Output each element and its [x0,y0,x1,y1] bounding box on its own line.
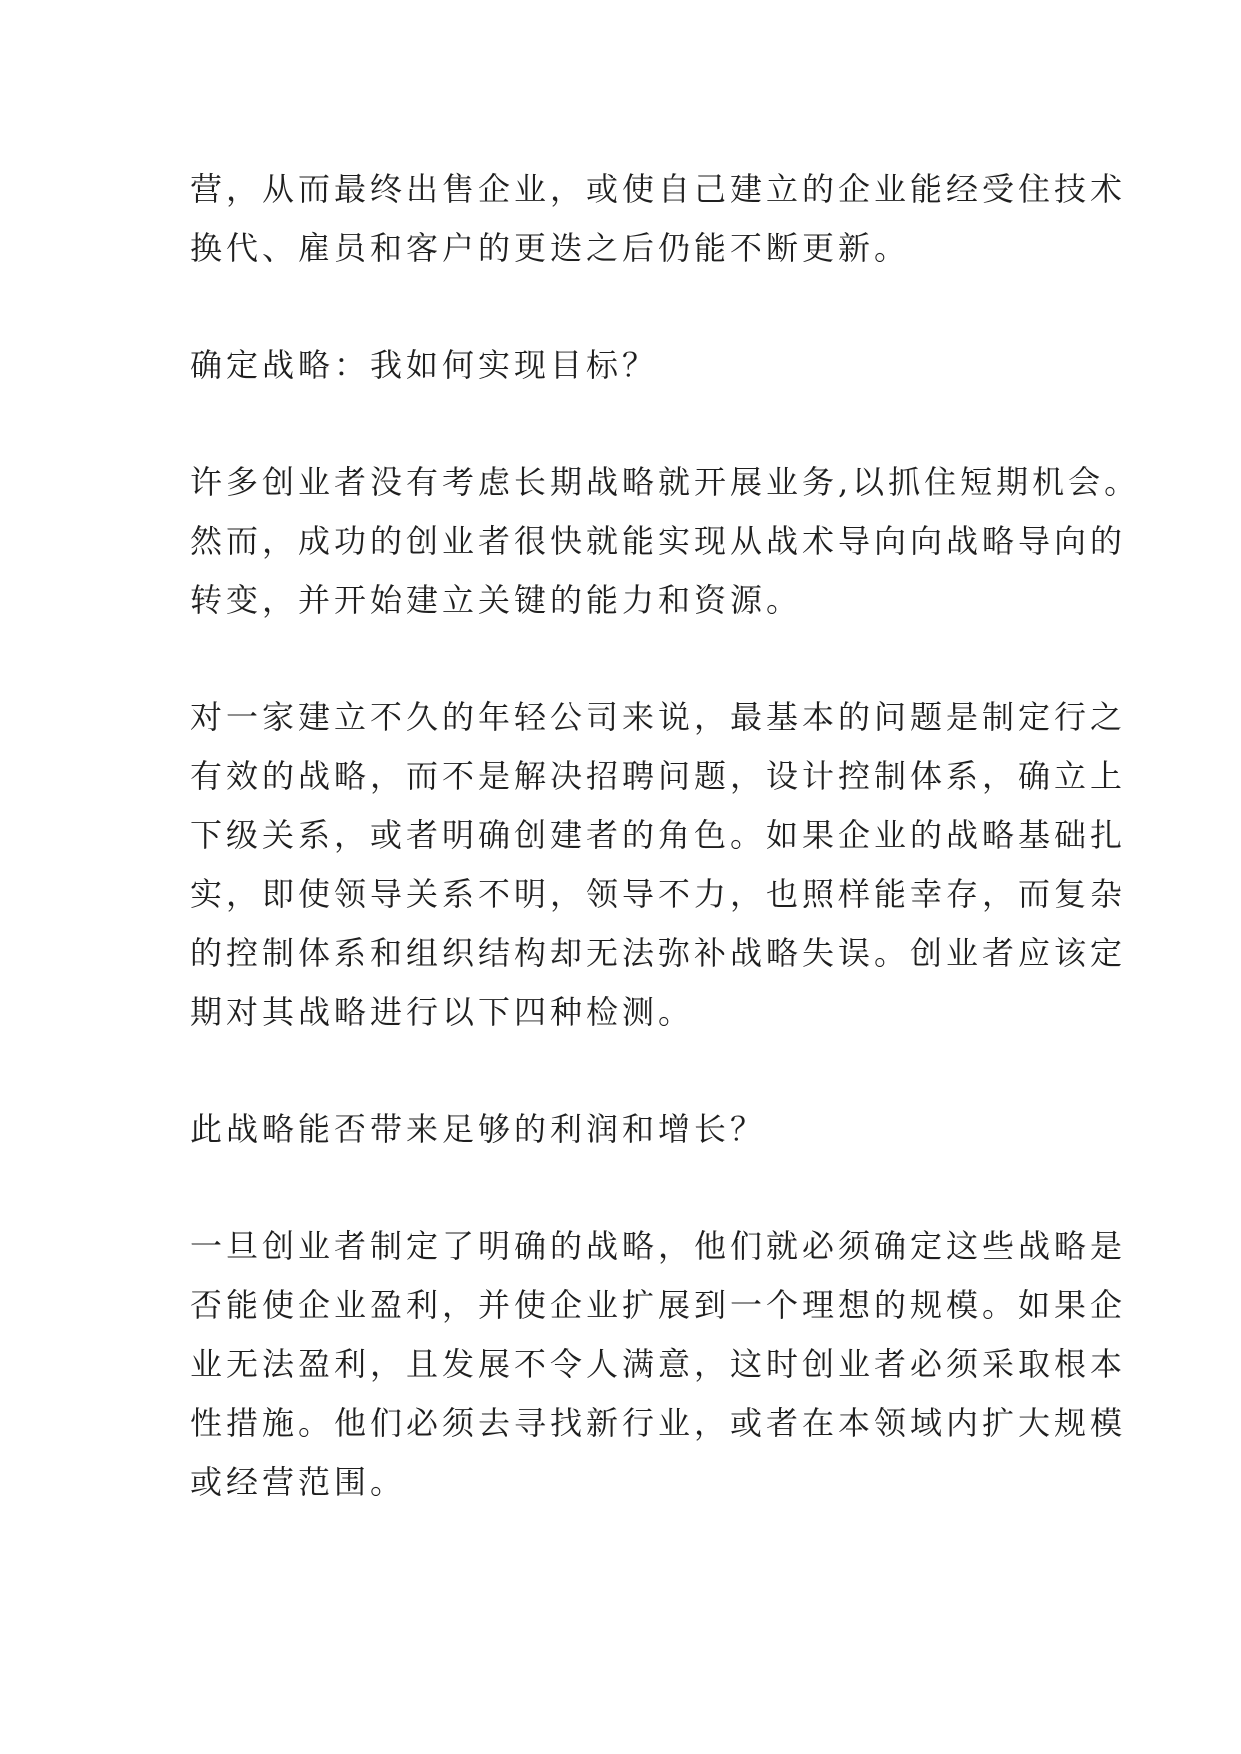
section-heading-strategy [190,336,1070,395]
text-line: 有效的战略，而不是解决招聘问题，设计控制体系，确立上 [190,757,1127,795]
text-line: 一旦创业者制定了明确的战略，他们就必须确定这些战略是 [190,1227,1127,1265]
text-line: 换代、雇员和客户的更迭之后仍能不断更新。 [190,229,911,267]
text-line: 实，即使领导关系不明，领导不力，也照样能幸存，而复杂 [190,875,1127,913]
text-line: 然而，成功的创业者很快就能实现从战术导向向战略导向的 [190,522,1127,560]
text-line: 确定战略：我如何实现目标？ [190,346,659,384]
text-line: 或经营范围。 [190,1463,407,1501]
text-line: 的控制体系和组织结构却无法弥补战略失误。创业者应该定 [190,934,1127,972]
text-line: 性措施。他们必须去寻找新行业，或者在本领域内扩大规模 [190,1404,1127,1442]
document-body [190,160,1141,1512]
text-line: 否能使企业盈利，并使企业扩展到一个理想的规模。如果企 [190,1286,1127,1324]
text-line: 营，从而最终出售企业，或使自己建立的企业能经受住技术 [190,170,1127,208]
section-heading-profit-growth [190,1100,1070,1159]
text-line: 此战略能否带来足够的利润和增长？ [190,1110,767,1148]
text-line: 转变，并开始建立关键的能力和资源。 [190,581,803,619]
text-line: 业无法盈利，且发展不令人满意，这时创业者必须采取根本 [190,1345,1127,1383]
paragraph-continuation [190,160,1127,278]
text-line: 期对其战略进行以下四种检测。 [190,993,695,1031]
paragraph-long-term-strategy [190,453,1141,630]
text-line: 下级关系，或者明确创建者的角色。如果企业的战略基础扎 [190,816,1127,854]
paragraph-effective-strategy [190,688,1127,1042]
paragraph-profitability [190,1217,1127,1512]
text-line: 许多创业者没有考虑长期战略就开展业务,以抓住短期机会。 [190,463,1141,501]
text-line: 对一家建立不久的年轻公司来说，最基本的问题是制定行之 [190,698,1127,736]
